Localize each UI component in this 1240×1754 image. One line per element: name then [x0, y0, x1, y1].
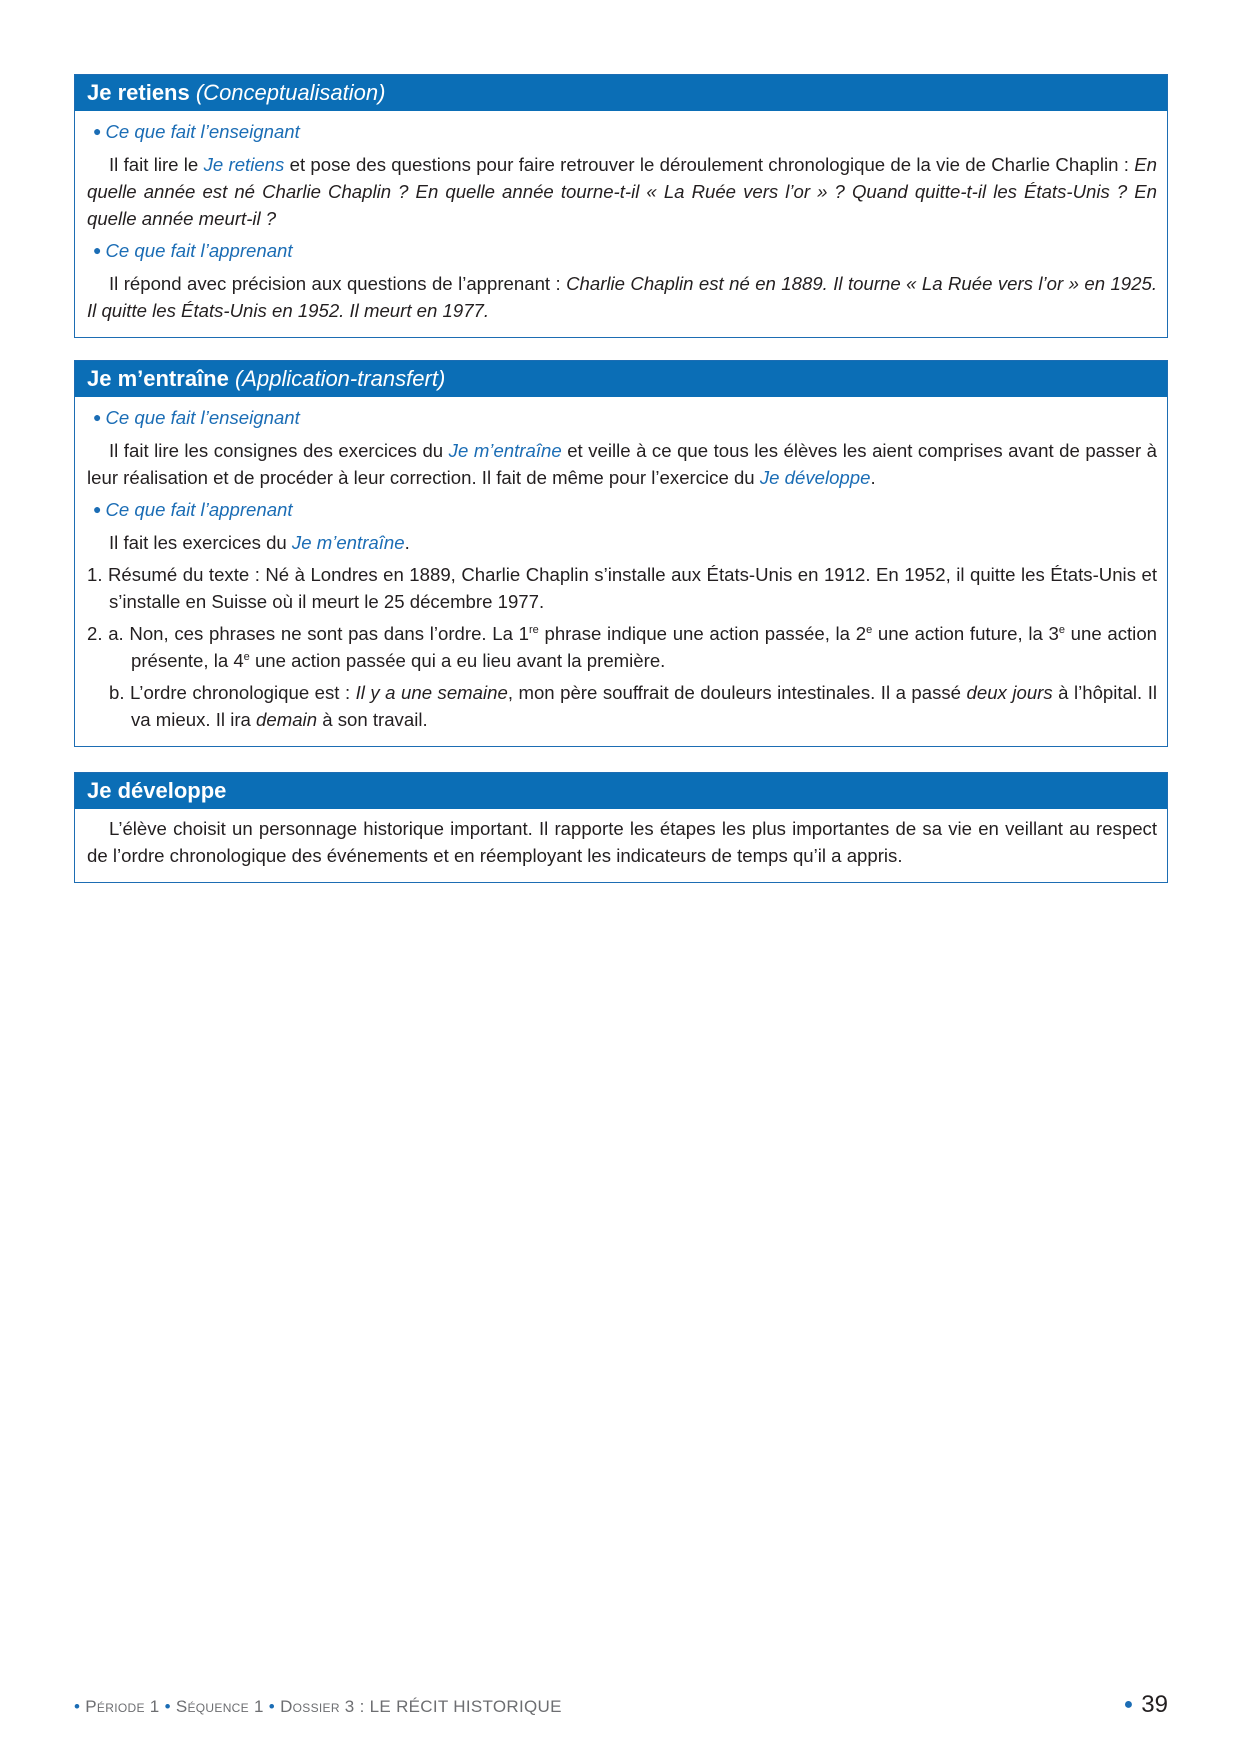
section-je-mentraine — [74, 360, 1168, 747]
subheading-enseignant: ● Ce que fait l’enseignant — [93, 121, 300, 142]
subheading-enseignant: ● Ce que fait l’enseignant — [93, 407, 300, 428]
bullet-icon: ● — [93, 501, 102, 517]
reference-je-mentraine: Je m’entraîne — [448, 440, 562, 461]
section-header — [75, 75, 1167, 111]
bullet-icon: ● — [93, 123, 102, 139]
section-je-retiens — [74, 74, 1168, 338]
section-title: Je retiens — [87, 80, 190, 105]
paragraph-apprenant: Il répond avec précision aux questions de l’apprenant : Charlie Chaplin est né en 1889. Il tourne « La Ruée vers l’or » en 1925. Il quitte les États-Unis en 1952. Il meurt en 1977. — [87, 273, 1157, 321]
paragraph-enseignant: Il fait lire les consignes des exercices du Je m’entraîne et veille à ce que tous les élèves les aient comprises avant de passer à leur réalisation et de procéder à leur correction. Il fait de même pour l’exercice du Je développe. — [87, 440, 1157, 488]
footer-subject: : LE RÉCIT HISTORIQUE — [359, 1697, 562, 1716]
bullet-icon: ● — [93, 409, 102, 425]
page-number: ● 39 — [1123, 1691, 1168, 1718]
footer-dossier: Dossier 3 — [280, 1697, 355, 1716]
section-header — [75, 773, 1167, 809]
subheading-apprenant: ● Ce que fait l’apprenant — [93, 240, 293, 261]
reference-je-retiens: Je retiens — [203, 154, 285, 175]
bullet-icon: ● — [1123, 1696, 1134, 1713]
bullet-icon: • — [268, 1697, 276, 1716]
bullet-icon: ● — [93, 242, 102, 258]
answer-item-2b: b. L’ordre chronologique est : Il y a une semaine, mon père souffrait de douleurs intestinales. Il a passé deux jours à l’hôpital. Il va mieux. Il ira demain à son travail. — [109, 682, 1157, 730]
page-footer — [74, 1697, 562, 1717]
paragraph-developpe: L’élève choisit un personnage historique important. Il rapporte les étapes les plus importantes de sa vie en veillant au respect de l’ordre chronologique des événements et en réemployant les indicateurs de temps qu’il a appris. — [87, 818, 1157, 866]
bullet-icon: • — [74, 1697, 81, 1716]
reference-je-developpe: Je développe — [759, 467, 871, 488]
reference-je-mentraine: Je m’entraîne — [291, 532, 405, 553]
section-title: Je développe — [87, 778, 227, 803]
answer-item-1: 1. Résumé du texte : Né à Londres en 1889, Charlie Chaplin s’installe aux États-Unis en 1912. En 1952, il quitte les États-Unis et s’installe en Suisse où il meurt le 25 décembre 1977. — [87, 564, 1157, 612]
subheading-apprenant: ● Ce que fait l’apprenant — [93, 499, 293, 520]
footer-periode: Période 1 — [85, 1697, 160, 1716]
section-subtitle: (Application-transfert) — [234, 366, 446, 391]
answer-item-2a: 2. a. Non, ces phrases ne sont pas dans l’ordre. La 1re phrase indique une action passée, la 2e une action future, la 3e une action présente, la 4e une action passée qui a eu lieu avant la première. — [87, 623, 1157, 671]
footer-sequence: Séquence 1 — [175, 1697, 264, 1716]
section-title: Je m’entraîne — [87, 366, 229, 391]
section-subtitle: (Conceptualisation) — [195, 80, 386, 105]
section-je-developpe — [74, 772, 1168, 883]
section-header — [75, 361, 1167, 397]
bullet-icon: • — [164, 1697, 171, 1716]
paragraph-enseignant: Il fait lire le Je retiens et pose des questions pour faire retrouver le déroulement chronologique de la vie de Charlie Chaplin : En quelle année est né Charlie Chaplin ? En quelle année tourne-t-il « La Ruée vers l’or » ? Quand quitte-t-il les États-Unis ? En quelle année meurt-il ? — [87, 154, 1157, 229]
paragraph-apprenant: Il fait les exercices du Je m’entraîne. — [109, 532, 410, 553]
